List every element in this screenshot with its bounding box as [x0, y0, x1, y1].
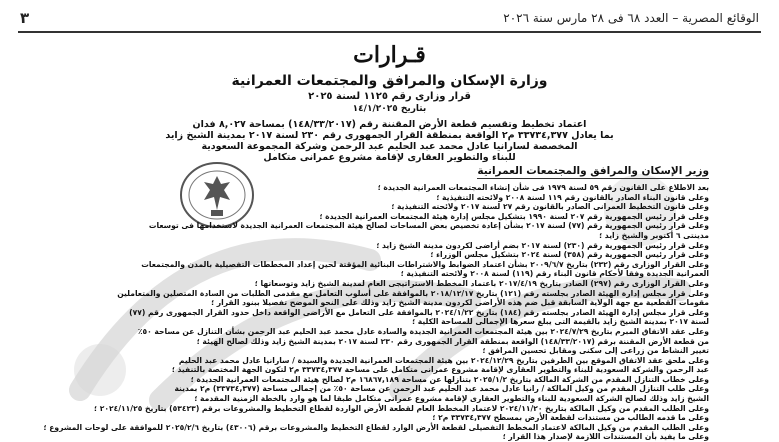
body-line: مدينتى ٦ أكتوبر والشيخ زايد ؛: [599, 230, 709, 240]
body-line: وعلى طلب التنازل المقدم من وكيل المالكة / رانيا عادل محمد عبد الحليم عبد الرحمن عن مساحة ٥٠٪ من إجمالى مساحة (٣٣٧٣٤,٣٧٧) م٢ بمدينة: [174, 384, 709, 394]
running-header: [20, 8, 759, 28]
body-line: الشيخ زايد وذلك لصالح الشركة السعودية للبناء والتطوير العقارى لإقامة مشروع عمرانى متكامل طبقا لما هو وارد بالخطة الزمنية المقدمة ؛: [194, 394, 709, 404]
decree-date: بتاريخ ١٤/١/٢٠٢٥: [352, 104, 427, 114]
body-line: تغيير النشاط من زراعى إلى سكنى ومقابل تحسين المرافق ؛: [482, 346, 709, 356]
body-line: وعلى ملحق عقد الاتفاق الموقع بين الطرفين بتاريخ ٢٠٢٤/١٢/٢٩ بين هيئة المجتمعات العمرانية الجديدة والسيدة / سارانيا عادل محمد عبد الحليم: [178, 355, 709, 365]
body-line: وعلى خطاب التنازل المقدم من الشركة المالكة بتاريخ ٢٠٢٥/١/٢ بتنازلها عن مساحة ١٦٨٦٧,١٨٩ م٢ لصالح هيئة المجتمعات العمرانية الجديدة ؛: [190, 374, 709, 384]
body-line: وعلى قرار رئيس الجمهورية رقم (٢٣٠) لسنة ٢٠١٧ بضم أراضى لكردون مدينة الشيخ زايد ؛: [376, 240, 709, 250]
minister-title: وزير الإسكان والمرافق والمجتمعات العمرانية: [477, 165, 709, 177]
running-title: الوقائع المصرية – العدد ٦٨ فى ٢٨ مارس سنة ٢٠٢٦: [503, 11, 759, 25]
subject-line: بما يعادل ٣٣٧٣٤,٣٧٧ م٢ الواقعة بمنطقة القرار الجمهورى رقم ٢٣٠ لسنة ٢٠١٧ بمدينة الشيخ زايد: [165, 130, 614, 141]
header-rule: [18, 31, 761, 33]
body-line: وعلى ما يفيد بأن المستندات اللازمة لإصدار هذا القرار ؛: [502, 432, 709, 442]
body-line: وعلى الطلب المقدم من وكيل المالكة لاعتماد المخطط التفصيلى لقطعة الأرض الوارد لقطاع التخطيط والمشروعات برقم (٤٣٠٠٦) بتاريخ ٢٠٢٥/٢/٦ للموافقة على لوحات المشروع ؛: [43, 422, 709, 432]
subject-line: للبناء والتطوير العقارى لإقامة مشروع عمرانى متكامل: [263, 152, 516, 163]
body-line: وعلى قرار مجلس إدارة الهيئة الصادر بجلسته رقم (١٢١) بتاريخ ٢٠١٨/١٢/١٧ بالموافقة على أسلوب التعامل مع مقدمى الطلبات من السادة المتصلين والمتعاملين: [117, 288, 709, 298]
body-line: عبد الرحمن والشركة السعودية للبناء والتطوير العقارى لإقامة مشروع عمرانى متكامل على مساحة ٣٣٧٣٤,٣٧٧ م٢ لتكون الجهة المختصة بالتنفيذ ؛: [171, 365, 709, 375]
body-line: وعلى قرار مجلس إدارة الهيئة الصادر بجلسته رقم (١٨٤) بتاريخ ٢٠٢٤/١/٢٢ بالموافقة على التعامل مع الأراضى الواقعة داخل حدود القرار الجمهورى رقم (٧٧): [129, 307, 709, 317]
body-line: العمرانية الجديدة وفقا لأحكام قانون البناء رقم (١١٩) لسنة ٢٠٠٨ ولائحته التنفيذية ؛: [400, 269, 709, 279]
ministry-name: وزارة الإسكان والمرافق والمجتمعات العمرانية: [231, 73, 548, 89]
section-title: قـرارات: [353, 42, 426, 68]
subject-line: اعتماد تخطيط وتقسيم قطعة الأرض المقننة رقم (١٤٨/٣٣/٢٠١٧) بمساحة ٨,٠٢٧ فدان: [192, 119, 587, 130]
page-number: ٣: [20, 9, 30, 27]
body-line: وعلى ما قدمه الطالب من مستندات لقطعة الأرض بمسطح ٣٣٧٣٤,٣٧٧ م٢ ؛: [432, 413, 709, 423]
decree-number: قرار وزارى رقم ١١٢٥ لسنة ٢٠٢٥: [308, 91, 471, 102]
body-line: وعلى قرار رئيس الجمهورية رقم ٢٠٧ لسنة ١٩٩٠ بتشكيل مجلس إدارة هيئة المجتمعات العمرانية الجديدة ؛: [319, 211, 709, 221]
body-line: بعد الاطلاع على القانون رقم ٥٩ لسنة ١٩٧٩ فى شأن إنشاء المجتمعات العمرانية الجديدة ؛: [377, 183, 709, 192]
decree-body: [43, 183, 709, 442]
body-line: لسنة ٢٠١٧ بمدينة الشيخ زايد بالقيمة التى يبلغ سعرها الإجمالى للمساحة الكلية ؛: [412, 317, 709, 327]
body-line: وعلى قرار رئيس الجمهورية رقم (٧٧) لسنة ٢٠١٧ بشأن إعادة تخصيص بعض المساحات لصالح هيئة المجتمعات العمرانية الجديدة لاستخدامها فى توسعات: [148, 221, 709, 231]
decree-subject: [90, 119, 689, 163]
body-line: وعلى القرار الوزارى رقم (٢٣٢) بتاريخ ٢٠٠٩/٦/٧ بشأن اعتماد الضوابط والاشتراطات البنائية المؤقتة لحين إعداد المخططات التفصيلية بالمدن والمجتمعات: [141, 259, 709, 269]
body-line: وعلى الطلب المقدم من وكيل المالكة بتاريخ ٢٠٢٤/١١/٢٠ لاعتماد المخطط العام لقطعة الأرض الواردة لقطاع التخطيط والمشروعات برقم (٥٣٤٢٣) بتاريخ ٢٠٢٤/١١/٢٥ ؛: [94, 403, 709, 413]
body-line: وعلى قانون البناء الصادر بالقانون رقم ١١٩ لسنة ٢٠٠٨ ولائحته التنفيذية ؛: [436, 192, 709, 202]
subject-line: المخصصة لسارانيا عادل محمد عبد الحليم عبد الرحمن وشركة المجموعة السعودية: [201, 141, 578, 152]
body-line: وعلى قانون التخطيط العمرانى الصادر بالقانون رقم ٢٧ لسنة ٢٠١٧ ولائحته التنفيذية ؛: [391, 202, 709, 212]
body-line: من قطعة الأرض المقننة برقم (١٤٨/٣٣/٢٠١٧) الواقعة بمنطقة القرار الجمهورى رقم ٢٣٠ لسنة ٢٠١٧ بمدينة الشيخ زايد وذلك لصالح الهيئة ؛: [196, 336, 709, 346]
body-line: مقومات القطعية مع جهة الولاية السابقة قبل ضم هذه الأراضى لكردون مدينة الشيخ زايد وذلك على النحو الموضح تفصيلا ببنود القرار ؛: [211, 298, 709, 308]
body-line: وعلى القرار الوزارى رقم (٢٩٧) الصادر بتاريخ ٢٠١٧/٤/١٩ باعتماد المخطط الاستراتيجى العام لمدينة الشيخ زايد وتوسعاتها ؛: [254, 278, 709, 288]
body-line: وعلى عقد الاتفاق المبرم بتاريخ ٢٠٢٤/٧/٢٩ بين هيئة المجتمعات العمرانية الجديدة والسادة عادل محمد عبد الحليم عبد الرحمن بشأن التنازل عن مساحة ٥٠٪: [137, 326, 709, 336]
body-line: وعلى قرار رئيس الجمهورية رقم (٣٥٨) لسنة ٢٠٢٤ بتشكيل مجلس الوزراء ؛: [430, 250, 709, 260]
